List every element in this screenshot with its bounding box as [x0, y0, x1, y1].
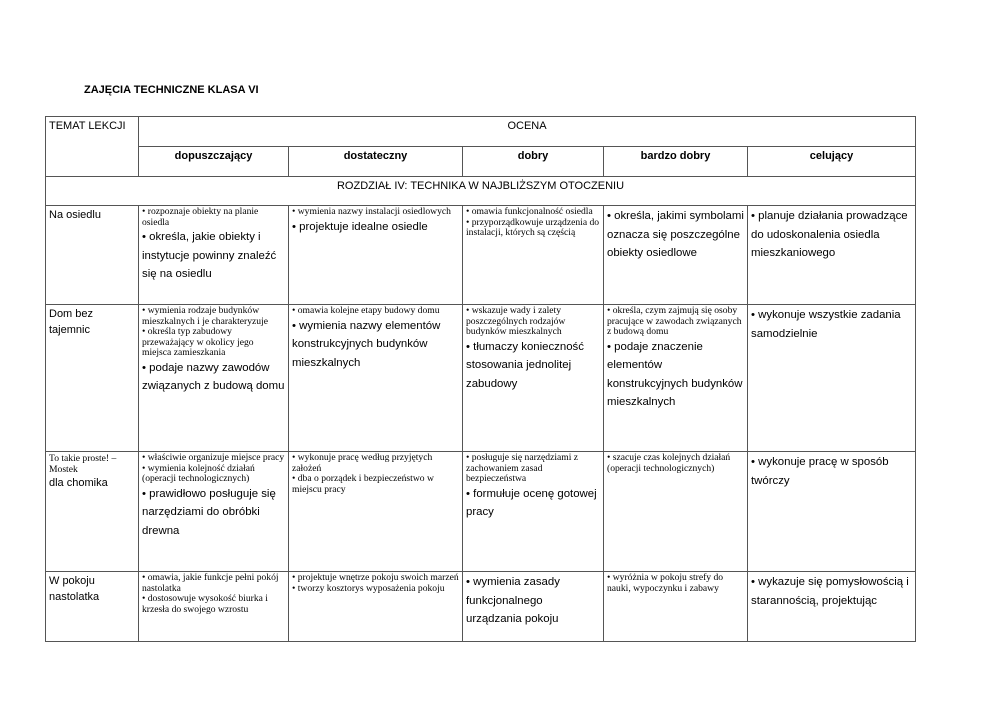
requirement-item: • wykonuje pracę w sposób twórczy	[751, 456, 889, 487]
requirement-cell	[289, 452, 463, 572]
requirement-item: • dba o porządek i bezpieczeństwo w miejscu pracy	[292, 473, 434, 495]
section-row	[46, 177, 916, 206]
requirement-cell	[289, 572, 463, 642]
grade-dobry: dobry	[463, 147, 604, 177]
grading-table	[45, 116, 916, 642]
requirement-item: • omawia, jakie funkcje pełni pokój nastolatka	[142, 572, 279, 594]
requirement-item: • tłumaczy konieczność stosowania jednolitej zabudowy	[466, 340, 584, 390]
grade-bardzo-dobry: bardzo dobry	[604, 147, 748, 177]
requirement-item: • określa, jakie obiekty i instytucje powinny znaleźć się na osiedlu	[142, 231, 277, 281]
header-row-top	[46, 117, 916, 147]
requirement-item: • omawia funkcjonalność osiedla	[466, 206, 593, 217]
requirement-item: • planuje działania prowadzące do udoskonalenia osiedla mieszkaniowego	[751, 210, 908, 259]
requirement-item: • wskazuje wady i zalety poszczególnych rodzajów budynków mieszkalnych	[466, 305, 566, 338]
lesson-topic: dla chomika	[49, 477, 108, 489]
lesson-topic: Na osiedlu	[49, 209, 101, 221]
requirement-cell	[604, 305, 748, 452]
requirement-item: • określa, jakimi symbolami oznacza się poszczególne obiekty osiedlowe	[607, 210, 744, 259]
requirement-cell	[289, 305, 463, 452]
requirement-item: • podaje znaczenie elementów konstrukcyjnych budynków mieszkalnych	[607, 340, 743, 409]
requirement-item: • określa typ zabudowy przeważający w okolicy jego miejsca zamieszkania	[142, 326, 254, 359]
table-row	[46, 572, 916, 642]
table-row	[46, 452, 916, 572]
requirement-item: • formułuje ocenę gotowej pracy	[466, 487, 597, 519]
requirement-cell	[463, 206, 604, 305]
requirement-cell	[748, 305, 916, 452]
requirement-item: • wymienia nazwy instalacji osiedlowych	[292, 206, 451, 217]
lesson-topic-cell	[46, 206, 139, 305]
requirement-item: • posługuje się narzędziami z zachowaniem zasad bezpieczeństwa	[466, 452, 579, 485]
lesson-topic-cell	[46, 572, 139, 642]
lesson-topic: Dom bez tajemnic	[49, 308, 94, 336]
requirement-cell	[139, 452, 289, 572]
requirement-cell	[604, 572, 748, 642]
requirement-item: • podaje nazwy zawodów związanych z budową domu	[142, 361, 285, 393]
requirement-cell	[748, 452, 916, 572]
requirement-item: • prawidłowo posługuje się narzędziami do obróbki drewna	[142, 487, 276, 537]
requirement-cell	[748, 572, 916, 642]
grade-header: OCENA	[139, 117, 916, 147]
table-row	[46, 206, 916, 305]
requirement-cell	[604, 452, 748, 572]
requirement-item: • tworzy kosztorys wyposażenia pokoju	[292, 582, 445, 594]
requirement-item: • rozpoznaje obiekty na planie osiedla	[142, 206, 259, 228]
lesson-topic-cell	[46, 305, 139, 452]
lesson-topic: W pokoju nastolatka	[49, 575, 100, 603]
requirement-item: • dostosowuje wysokość biurka i krzesła do swojego wzrostu	[142, 593, 268, 615]
lesson-topic-cell	[46, 452, 139, 572]
requirement-item: • wyróżnia w pokoju strefy do nauki, wypoczynku i zabawy	[607, 572, 724, 594]
requirement-cell	[748, 206, 916, 305]
header-row-grades	[46, 147, 916, 177]
requirement-item: • wykonuje pracę według przyjętych założeń	[292, 452, 433, 474]
requirement-item: • wykonuje wszystkie zadania samodzielnie	[751, 309, 901, 340]
requirement-cell	[139, 206, 289, 305]
requirement-cell	[289, 206, 463, 305]
requirement-cell	[463, 305, 604, 452]
requirement-item: • wykazuje się pomysłowością i starannością, projektując	[751, 576, 909, 607]
requirement-cell	[463, 572, 604, 642]
requirement-item: • wymienia nazwy elementów konstrukcyjnych budynków mieszkalnych	[292, 319, 441, 369]
requirement-item: • przyporządkowuje urządzenia do instalacji, których są częścią	[466, 216, 600, 239]
requirement-item: • właściwie organizuje miejsce pracy	[142, 452, 285, 463]
table-row	[46, 305, 916, 452]
requirement-cell	[604, 206, 748, 305]
requirement-cell	[139, 305, 289, 452]
requirement-item: • określa, czym zajmują się osoby pracujące w zawodach związanych z budową domu	[607, 305, 742, 338]
page-title: ZAJĘCIA TECHNICZNE KLASA VI	[84, 84, 259, 96]
section-title: ROZDZIAŁ IV: TECHNIKA W NAJBLIŻSZYM OTOCZENIU	[46, 177, 916, 206]
requirement-cell	[463, 452, 604, 572]
requirement-item: • projektuje wnętrze pokoju swoich marzeń	[292, 572, 459, 583]
requirement-item: • omawia kolejne etapy budowy domu	[292, 305, 440, 316]
grade-dopuszczajacy: dopuszczający	[139, 147, 289, 177]
topic-header: TEMAT LEKCJI	[46, 117, 139, 177]
requirement-item: • wymienia rodzaje budynków mieszkalnych i je charakteryzuje	[142, 305, 268, 327]
grade-celujacy: celujący	[748, 147, 916, 177]
requirement-item: • projektuje idealne osiedle	[292, 220, 428, 233]
requirement-cell	[139, 572, 289, 642]
grade-dostateczny: dostateczny	[289, 147, 463, 177]
requirement-item: • szacuje czas kolejnych działań (operacji technologicznych)	[607, 452, 731, 474]
requirement-item: • wymienia kolejność działań (operacji technologicznych)	[142, 462, 255, 485]
lesson-topic: To takie proste! – Mostek	[49, 453, 117, 475]
requirement-item: • wymienia zasady funkcjonalnego urządzania pokoju	[466, 576, 560, 625]
